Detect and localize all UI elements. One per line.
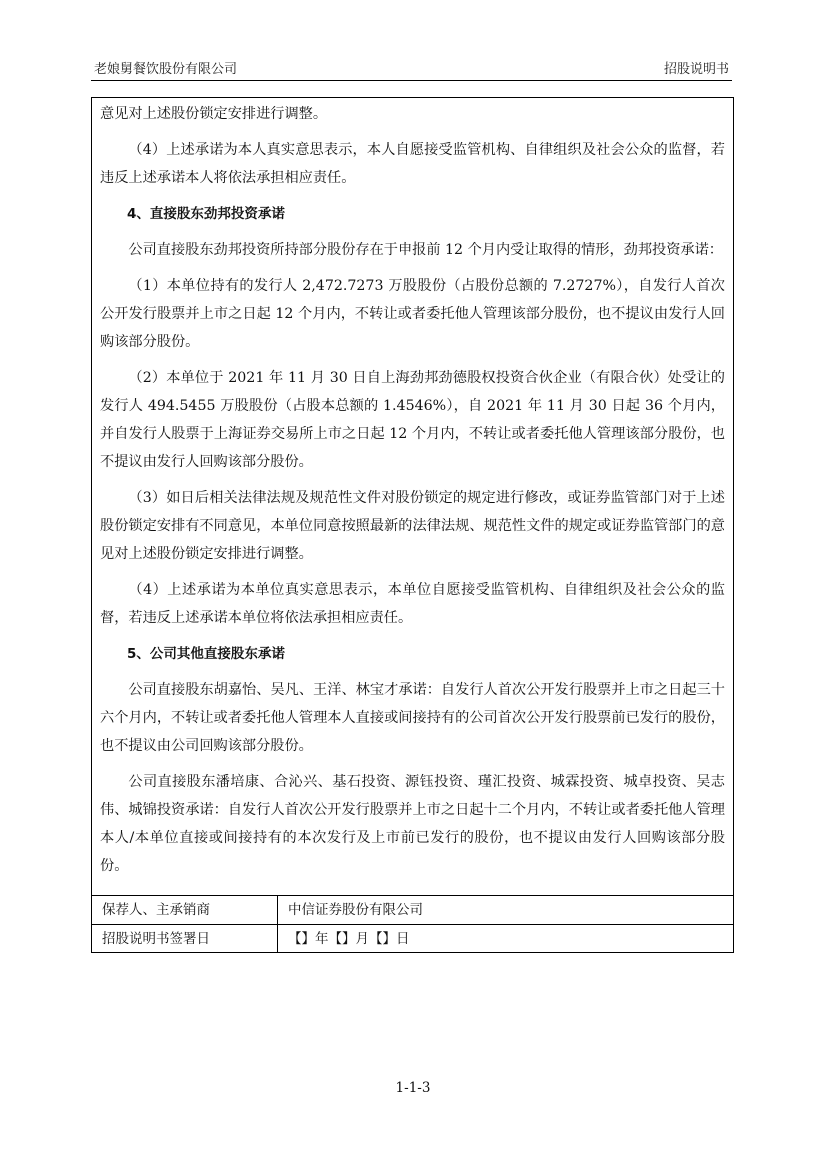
paragraph-jinbang-4: （4）上述承诺为本单位真实意思表示，本单位自愿接受监管机构、自律组织及社会公众的监督，若违反上述承诺本单位将依法承担相应责任。 — [100, 582, 725, 626]
header-doc-title: 招股说明书 — [663, 62, 729, 77]
header-divider — [91, 80, 732, 81]
paragraph-commit-4a: （4）上述承诺为本人真实意思表示，本人自愿接受监管机构、自律组织及社会公众的监督，若违反上述承诺本人将依法承担相应责任。 — [100, 142, 725, 186]
sponsor-value: 中信证券股份有限公司 — [288, 902, 423, 918]
header-company: 老娘舅餐饮股份有限公司 — [94, 62, 238, 77]
page-number: 1-1-3 — [395, 1080, 431, 1096]
table-row — [92, 925, 733, 953]
paragraph-jinbang-1: （1）本单位持有的发行人 2,472.7273 万股股份（占股份总额的 7.2727%），自发行人首次公开发行股票并上市之日起 12 个月内，不转让或者委托他人管理该部分股份，也不提议由发行人回购该部分股份。 — [100, 278, 725, 350]
section-heading-5: 5、公司其他直接股东承诺 — [127, 646, 285, 662]
paragraph-intro-4: 公司直接股东劲邦投资所持部分股份存在于申报前 12 个月内受让取得的情形，劲邦投资承诺： — [128, 242, 723, 258]
paragraph-top: 意见对上述股份锁定安排进行调整。 — [100, 106, 328, 122]
section-heading-4: 4、直接股东劲邦投资承诺 — [127, 206, 285, 222]
frame-content — [100, 100, 725, 880]
table-row — [92, 896, 733, 925]
info-table — [92, 895, 733, 953]
paragraph-jinbang-2: （2）本单位于 2021 年 11 月 30 日自上海劲邦劲德股权投资合伙企业（有限合伙）处受让的发行人 494.5455 万股股份（占股本总额的 1.4546%），自 2021 年 11 月 30 日起 36 个月内，并自发行人股票于上海证券交易所上市之日起 12 个月内，不转让或者委托他人管理该部分股份，也不提议由发行人回购该部分股份。 — [100, 370, 725, 470]
paragraph-jinbang-3: （3）如日后相关法律法规及规范性文件对股份锁定的规定进行修改，或证券监管部门对于上述股份锁定安排有不同意见，本单位同意按照最新的法律法规、规范性文件的规定或证券监管部门的意见对上述股份锁定安排进行调整。 — [100, 490, 725, 562]
sponsor-label: 保荐人、主承销商 — [92, 896, 278, 924]
sign-date-label: 招股说明书签署日 — [92, 925, 278, 953]
paragraph-other-1: 公司直接股东胡嘉怡、吴凡、王洋、林宝才承诺：自发行人首次公开发行股票并上市之日起三十六个月内，不转让或者委托他人管理本人直接或间接持有的公司首次公开发行股票前已发行的股份，也不提议由公司回购该部分股份。 — [100, 682, 725, 754]
paragraph-other-2: 公司直接股东潘培康、合沁兴、基石投资、源钰投资、瑾汇投资、城霖投资、城卓投资、吴志伟、城锦投资承诺：自发行人首次公开发行股票并上市之日起十二个月内，不转让或者委托他人管理本人/本单位直接或间接持有的本次发行及上市前已发行的股份，也不提议由发行人回购该部分股份。 — [100, 774, 725, 874]
document-frame — [91, 97, 734, 953]
sign-date-value: 【】年【】月【】日 — [288, 931, 410, 947]
